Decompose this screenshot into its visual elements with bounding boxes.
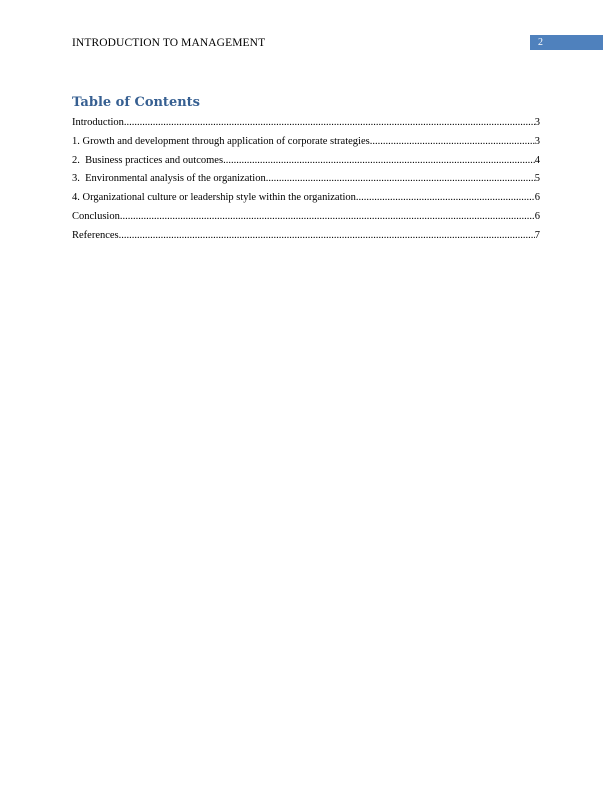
page-number-badge: 2 — [530, 35, 603, 50]
toc-entry-introduction[interactable] — [72, 114, 540, 133]
toc-dot-leader — [370, 133, 535, 152]
toc-entry-text: 4. Organizational culture or leadership style within the organization — [72, 192, 356, 204]
toc-entry-references[interactable] — [72, 227, 540, 246]
toc-entry-text: 1. Growth and development through application of corporate strategies — [72, 135, 370, 147]
toc-dot-leader — [119, 227, 535, 246]
toc-dot-leader — [124, 114, 535, 133]
toc-entry-page: 3 — [534, 117, 540, 128]
toc-entry-page: 7 — [534, 229, 540, 241]
toc-entry-business-practices[interactable] — [72, 152, 540, 171]
running-header: INTRODUCTION TO MANAGEMENT — [72, 37, 266, 49]
toc-entry-text: References — [72, 229, 119, 241]
toc-entry-conclusion[interactable] — [72, 208, 540, 227]
toc-entry-page: 3 — [534, 135, 540, 147]
toc-entry-text: 2. Business practices and outcomes — [72, 154, 224, 166]
toc-entry-page: 4 — [534, 154, 540, 166]
toc-dot-leader — [356, 189, 535, 208]
toc-entry-text: Conclusion — [72, 210, 120, 222]
toc-dot-leader — [266, 170, 535, 189]
toc-entry-environmental-analysis[interactable] — [72, 170, 540, 189]
toc-entry-text: Introduction — [72, 117, 124, 128]
table-of-contents — [72, 114, 540, 246]
toc-entry-organizational-culture[interactable] — [72, 189, 540, 208]
toc-entry-text: 3. Environmental analysis of the organization — [72, 173, 266, 185]
toc-entry-page: 6 — [534, 192, 540, 204]
toc-dot-leader — [223, 152, 535, 171]
toc-dot-leader — [120, 208, 535, 227]
toc-entry-page: 5 — [534, 173, 540, 185]
toc-heading: Table of Contents — [72, 95, 200, 110]
toc-entry-page: 6 — [534, 210, 540, 222]
toc-entry-growth-development[interactable] — [72, 133, 540, 152]
